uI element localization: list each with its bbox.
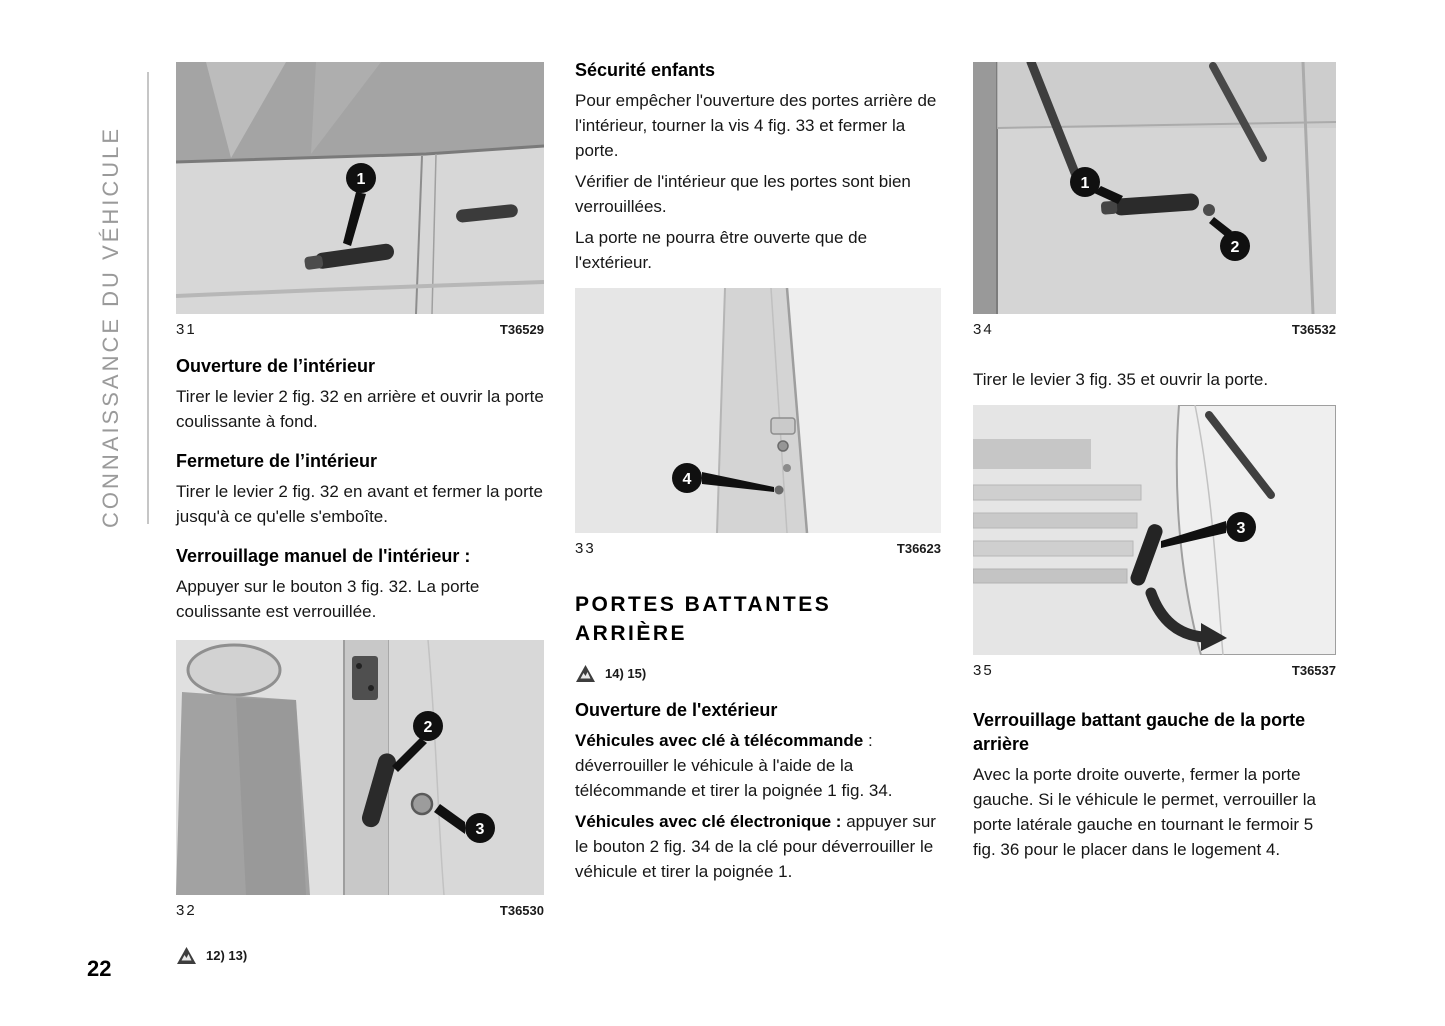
figure-caption [973,321,1336,339]
figure-31-image [176,62,544,314]
body-text: Tirer le levier 2 fig. 32 en arrière et ouvrir la porte coulissante à fond. [176,387,544,431]
chapter-sidebar-label: CONNAISSANCE DU VÉHICULE [98,125,123,528]
warning-refs: 12) 13) [206,947,248,963]
figure-number: 34 [973,321,994,338]
column-left [176,62,544,965]
warning-refs: 14) 15) [605,665,647,681]
figure-code: T36529 [499,322,544,337]
callout-number: 1 [1080,175,1090,192]
body-text [575,728,941,803]
figure-number: 35 [973,662,994,679]
callout-number: 3 [475,821,485,838]
body-text: Avec la porte droite ouverte, fermer la porte gauche. Si le véhicule le permet, verrouiller la porte latérale gauche en tournant le fermoir 5 fig. 36 pour le placer dans le logement 4. [973,765,1317,859]
warning-triangle-icon [176,946,197,965]
column-right [973,62,1336,862]
keyhole [1203,204,1215,216]
child-lock-screw [775,486,784,495]
figure-33-image [575,288,941,533]
figure-code: T36532 [1291,322,1336,337]
callout-number: 4 [682,471,692,488]
figure-code: T36623 [896,541,941,556]
page-number: 22 [87,956,112,981]
body-text: Tirer le levier 3 fig. 35 et ouvrir la porte. [973,370,1269,389]
column-middle [575,58,941,884]
callout-number: 2 [1230,239,1240,256]
body-text-rest: appuyer sur le bouton 2 fig. 34 de la clé pour déverrouiller le véhicule et tirer la poignée 1. [575,812,936,881]
figure-code: T36537 [1291,663,1336,678]
heading-exterior-opening: Ouverture de l'extérieur [575,700,778,720]
heading-child-safety: Sécurité enfants [575,60,716,80]
heading-rear-doors: PORTES BATTANTES ARRIÈRE [575,593,832,645]
figure-34-image [973,62,1336,314]
figure-code: T36530 [499,903,544,918]
figure-caption [176,902,544,920]
body-text: Pour empêcher l'ouverture des portes arrière de l'intérieur, tourner la vis 4 fig. 33 et fermer la porte. [575,91,937,160]
body-text: La porte ne pourra être ouverte que de l'extérieur. [575,228,868,272]
figure-number: 31 [176,321,197,338]
body-text: Vérifier de l'intérieur que les portes sont bien verrouillées. [575,172,911,216]
figure-caption [176,321,544,339]
callout-number: 1 [356,171,366,188]
warning-reference-row [176,946,544,965]
heading-manual-locking: Verrouillage manuel de l'intérieur : [176,546,471,566]
figure-35-image [973,405,1336,655]
figure-caption [973,662,1336,680]
body-text-lead: Véhicules avec clé électronique : [575,812,842,831]
figure-number: 33 [575,540,596,557]
figure-caption [575,540,941,558]
callout-number: 2 [423,719,433,736]
body-text [575,809,941,884]
heading-opening-interior: Ouverture de l’intérieur [176,356,376,376]
warning-reference-row [575,664,941,683]
figure-number: 32 [176,902,197,919]
body-text-lead: Véhicules avec clé à télécommande [575,731,864,750]
heading-left-rear-door-locking: Verrouillage battant gauche de la porte arrière [973,710,1306,754]
heading-closing-interior: Fermeture de l’intérieur [176,451,378,471]
body-text: Appuyer sur le bouton 3 fig. 32. La porte coulissante est verrouillée. [176,577,480,621]
warning-triangle-icon [575,664,596,683]
sidebar-divider [147,72,149,524]
callout-number: 3 [1236,520,1246,537]
body-text: Tirer le levier 2 fig. 32 en avant et fermer la porte jusqu'à ce qu'elle s'emboîte. [176,482,543,526]
body-text-rest: : déverrouiller le véhicule à l'aide de la télécommande et tirer la poignée 1 fig. 34. [575,731,893,800]
figure-32-image [176,640,544,895]
lock-button [412,794,432,814]
